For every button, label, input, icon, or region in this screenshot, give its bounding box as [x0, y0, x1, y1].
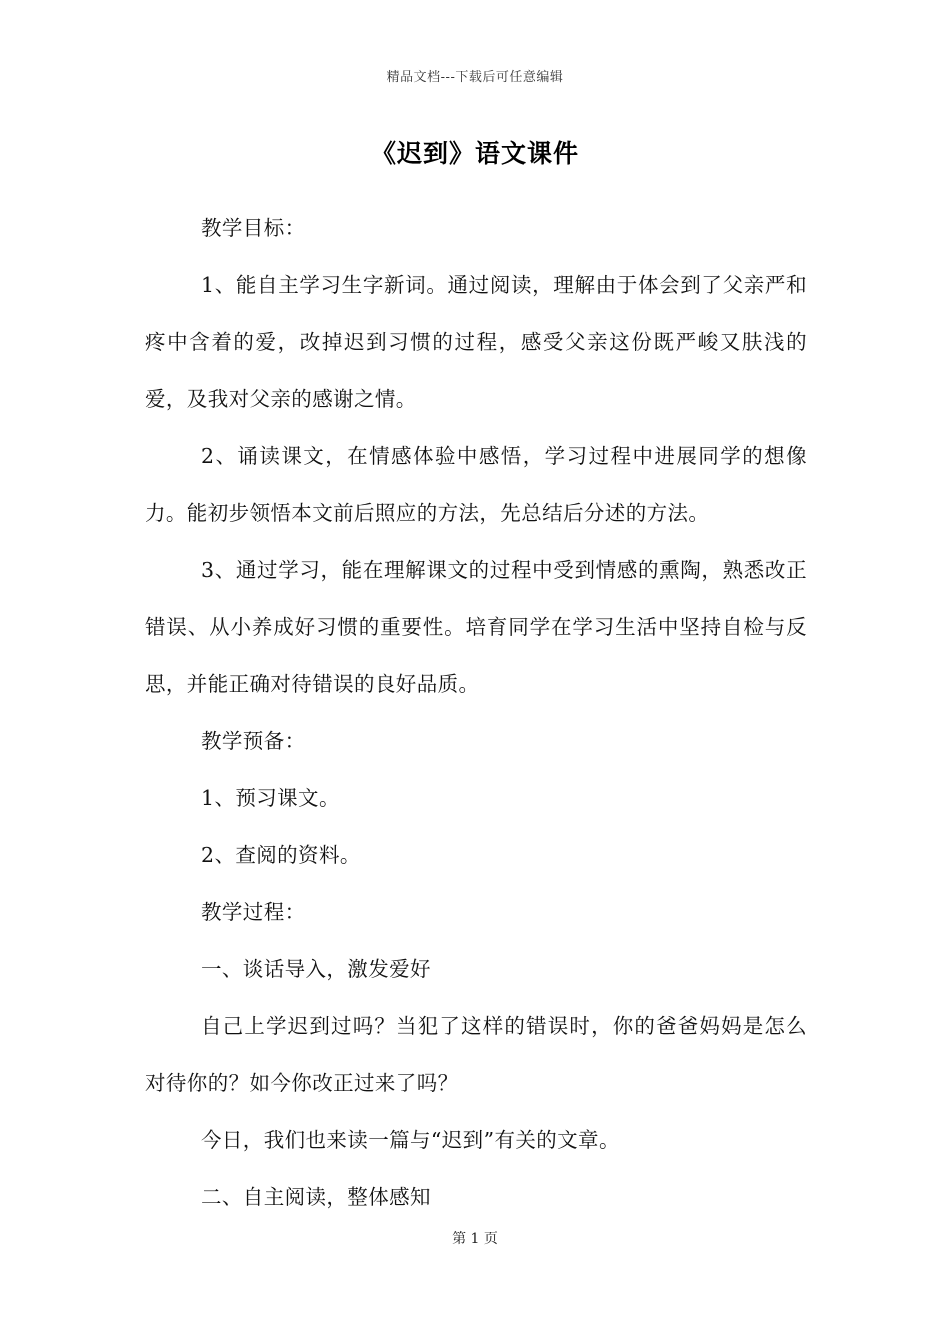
page-number: 第 1 页 [452, 1231, 498, 1247]
document-title: 《迟到》语文课件 [370, 139, 579, 168]
section-heading-objectives: 教学目标： [201, 216, 306, 240]
objective-item-1: 1、能自主学习生字新词。通过阅读，理解由于体会到了父亲严和疼中含着的爱，改掉迟到习惯的过程，感受父亲这份既严峻又肤浅的爱，及我对父亲的感谢之情。 [145, 273, 807, 411]
process-step-2-heading: 二、自主阅读，整体感知 [201, 1185, 431, 1209]
document-body [145, 200, 807, 1226]
objective-item-3: 3、通过学习，能在理解课文的过程中受到情感的熏陶，熟悉改正错误、从小养成好习惯的重要性。培育同学在学习生活中坚持自检与反思，并能正确对待错误的良好品质。 [145, 558, 807, 696]
section-heading-process: 教学过程： [201, 900, 306, 924]
process-step-1-paragraph: 今日，我们也来读一篇与“迟到”有关的文章。 [201, 1128, 620, 1152]
process-step-1-paragraph: 自己上学迟到过吗？当犯了这样的错误时，你的爸爸妈妈是怎么对待你的？如今你改正过来了吗？ [145, 1014, 807, 1095]
objective-item-2: 2、诵读课文，在情感体验中感悟，学习过程中进展同学的想像力。能初步领悟本文前后照应的方法，先总结后分述的方法。 [145, 444, 807, 525]
section-heading-preparation: 教学预备： [201, 729, 306, 753]
preparation-item-2: 2、查阅的资料。 [201, 843, 361, 867]
preparation-item-1: 1、预习课文。 [201, 786, 340, 810]
process-step-1-heading: 一、谈话导入，激发爱好 [201, 957, 431, 981]
page-header: 精品文档---下载后可任意编辑 [386, 70, 564, 85]
